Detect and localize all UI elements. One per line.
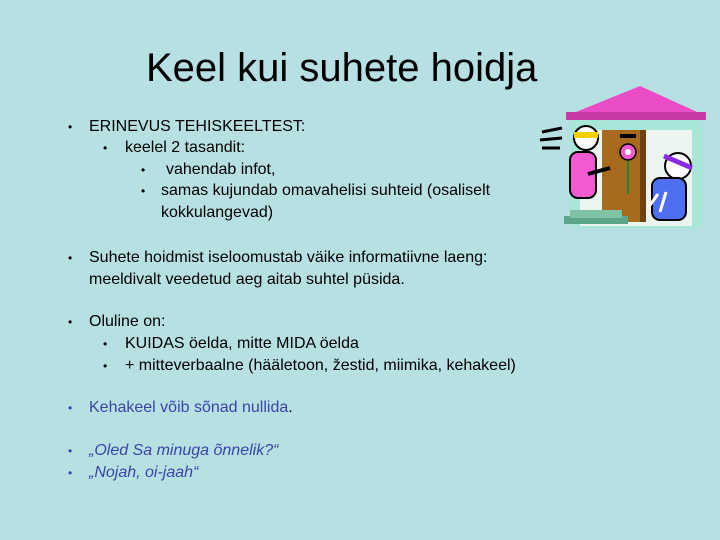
bullet-differences: ERINEVUS TEHISKEELTEST: xyxy=(89,118,306,135)
bullet-icon: • xyxy=(68,466,73,480)
sub-sub-bullet-info: vahendab infot, xyxy=(166,161,276,178)
sub-bullet-how-not-what: KUIDAS öelda, mitte MIDA öelda xyxy=(125,335,359,352)
bullet-icon: • xyxy=(68,120,73,134)
bullet-small-charge: Suhete hoidmist iseloomustab väike informatiivne laeng: xyxy=(89,249,488,266)
bullet-icon: • xyxy=(103,337,108,351)
bullet-icon: • xyxy=(141,184,146,198)
sub-bullet-nonverbal: + mitteverbaalne (hääletoon, žestid, miimika, kehakeel) xyxy=(125,357,516,374)
bullet-icon: • xyxy=(103,141,108,155)
bullet-important: Oluline on: xyxy=(89,313,166,330)
sub-sub-bullet-relations-cont: kokkulangevad) xyxy=(161,204,274,221)
bullet-icon: • xyxy=(68,444,73,458)
sub-bullet-two-levels: keelel 2 tasandit: xyxy=(125,139,246,156)
house-with-two-people-and-flower-icon xyxy=(536,82,712,236)
bullet-icon: • xyxy=(68,315,73,329)
bullet-icon: • xyxy=(141,163,146,177)
sub-sub-bullet-relations: samas kujundab omavahelisi suhteid (osaliselt xyxy=(161,182,491,199)
bullet-body-language: Kehakeel võib sõnad nullida. xyxy=(89,399,293,416)
bullet-quote-question: „Oled Sa minuga õnnelik?“ xyxy=(89,442,279,459)
bullet-icon: • xyxy=(103,359,108,373)
bullet-icon: • xyxy=(68,401,73,415)
bullet-quote-answer: „Nojah, oi-jaah“ xyxy=(89,464,199,481)
slide-title: Keel kui suhete hoidja xyxy=(146,46,538,90)
bullet-small-charge-cont: meeldivalt veedetud aeg aitab suhtel püsida. xyxy=(89,271,405,288)
bullet-icon: • xyxy=(68,251,73,265)
